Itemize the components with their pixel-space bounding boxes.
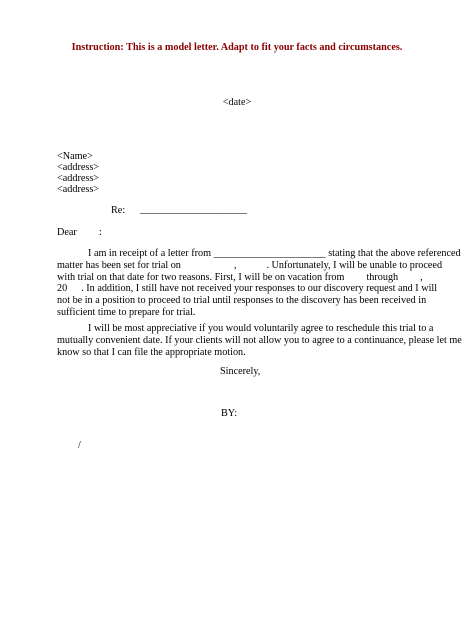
salutation-colon: : — [99, 227, 102, 238]
recipient-address-line-3: <address> — [57, 184, 100, 195]
re-label: Re: — [111, 205, 126, 216]
salutation-dear: Dear — [57, 227, 77, 238]
paragraph-2-line-1: I will be most appreciative if you would voluntarily agree to reschedule this trial to a — [88, 323, 434, 334]
recipient-address-line-2: <address> — [57, 173, 100, 184]
paragraph-reschedule — [57, 323, 462, 358]
paragraph-1-line-3: with trial on that date for two reasons. First, I will be on vacation from through , — [57, 271, 423, 283]
recipient-address-line-1: <address> — [57, 162, 100, 173]
paragraph-1-line-6: sufficient time to prepare for trial. — [57, 306, 196, 318]
closing: Sincerely, — [220, 366, 261, 377]
paragraph-2-line-3: know so that I can file the appropriate motion. — [57, 346, 246, 358]
paragraph-1-line-1: I am in receipt of a letter from ______________________ stating that the above referenced — [88, 248, 461, 259]
paragraph-1-line-4: 20 . In addition, I still have not received your responses to our discovery request and I will — [57, 283, 438, 295]
paragraph-1-line-2: matter has been set for trial on , . Unfortunately, I will be unable to proceed — [57, 259, 443, 271]
paragraph-1-line-5: not be in a position to proceed to trial until responses to the discovery has been received in — [57, 295, 427, 307]
paragraph-2-line-2: mutually convenient date. If your clients will not allow you to agree to a continuance, please let me — [57, 334, 462, 346]
re-blank-line: _____________________ — [140, 204, 247, 215]
instruction-banner: Instruction: This is a model letter. Adapt to fit your facts and circumstances. — [71, 42, 403, 53]
signature-slash: / — [78, 440, 81, 451]
paragraph-receipt — [57, 248, 461, 319]
by-label: BY: — [221, 408, 238, 419]
date-placeholder: <date> — [222, 97, 252, 108]
recipient-name: <Name> — [57, 151, 93, 162]
